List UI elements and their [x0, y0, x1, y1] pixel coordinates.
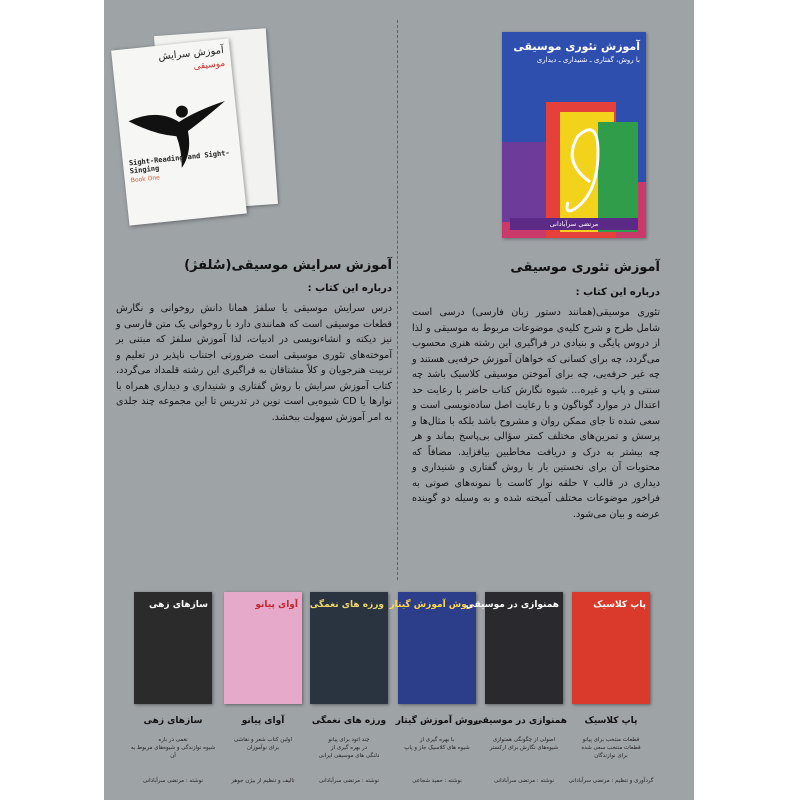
book-cover-title: روش آموزش گیتار: [389, 600, 472, 610]
book-cover[interactable]: [310, 592, 388, 704]
book-description: قطعات منتخب برای پیانو قطعات منتخب سعی شده برای نوازندگان: [581, 737, 641, 759]
book-cover-title: سازهای زهی: [149, 600, 208, 610]
book-description: با بهره گیری از شیوه های کلاسیک جاز و پاپ: [404, 737, 470, 751]
solfege-cover-en-title: Sight-Reading and Sight-Singing: [128, 148, 231, 176]
book-cover-title: پاپ کلاسیک: [593, 600, 646, 610]
book-cover[interactable]: [224, 592, 302, 704]
column-divider: [397, 20, 398, 580]
book-title[interactable]: سازهای زهی: [143, 716, 203, 726]
solfege-cover-title: آموزش سرایش: [157, 44, 225, 63]
theory-book-heading: آموزش تئوری موسیقی: [510, 260, 660, 275]
book-title[interactable]: روش آموزش گیتار: [395, 716, 479, 726]
solfege-description: درس سرایش موسیقی یا سلفژ همانا دانش روخوانی و نگارش قطعات موسیقی است که همانندی دارد با روخوانی یک متن فارسی و نیز دیکته و انشاء‌نویسی در ادبیات، لذا آموزش سلفژ که مبتنی بر آموخته‌های تئوری موسیقی است ضرورتی اجتناب ناپذیر در تعلیم و تربیت هنرجویان و کلاً مشتاقان به فراگیری این رشته قلمداد می‌گردد، کتاب آموزش سرایش با روش گفتاری و شنیداری و دیداری همراه با نوارها یا CD شیوه‌یی است نوین در تدریس تا این مجموعه چند جلدی به امر آموزش سهولت ببخشد.: [116, 303, 392, 423]
theory-cover-subtitle: با روش، گفتاری ـ شنیداری ـ دیداری: [536, 56, 640, 64]
theory-cover-author: مرتضی سرآبادانی: [549, 220, 599, 228]
book-title[interactable]: ورزه های نغمگی: [311, 716, 387, 726]
book-cover[interactable]: [572, 592, 650, 704]
book-description: چند اتود برای پیانو در بهره گیری از دلنگی های موسیقی ایرانی: [318, 737, 380, 759]
solfege-cover-subtitle: موسیقی: [192, 58, 226, 73]
book-cover[interactable]: [465, 592, 563, 704]
book-description: نغمی در باره شیوه نوازندگی و شیوه‌های مربوط به آن: [130, 737, 216, 759]
book-title[interactable]: آوای پیانو: [241, 716, 285, 726]
book-author: نوشته : حمید شجاعی: [412, 778, 462, 784]
solfege-book-mockup: [120, 26, 280, 221]
book-title[interactable]: همنوازی در موسیقی: [473, 716, 567, 726]
theory-description: تئوری موسیقی(همانند دستور زبان فارسی) درسی است شامل طرح و شرح کلیه‌ی موضوعات مربوط به موسیقی و لذا از دروس پایگی و بنیادی در فراگیری این رشته هنری محسوب می‌گردد، چه برای کسانی که خواهان آموزش حرفه‌یی هستند و چه غیر حرفه‌یی، چه برای آموختن موسیقی کلاسیک باشد چه سنتی و پاپ و غیره... شیوه نگارش کتاب حاضر با رعایت حد اعتدال در موارد گوناگون و با رعایت اصل ساده‌نویسی است و سعی شده تا جای ممکن روان و مشروح باشد بلکه با مثال‌ها و پرسش و تمرین‌های مختلف کمتر سؤالی بی‌پاسخ بماند و هر چه بیشتر به درک و دریافت مخاطبین بیافزاید. مضافاً که محتویات آن برای نخستین بار با روش گفتاری و شنیداری و دیداری در قالب ۷ حلقه نوار کاست با نمونه‌های صوتی به فراخور موضوعات مختلف آمیخته شده و به وسیله دو گوینده عرضه و بیان می‌شود.: [412, 307, 660, 520]
theory-about-label: درباره این کتاب :: [575, 287, 660, 298]
solfege-book-front-cover: [111, 38, 247, 225]
theory-cover-title: آموزش تئوری موسیقی: [513, 40, 640, 53]
book-author: گردآوری و تنظیم : مرتضی سرآبادانی: [568, 778, 654, 784]
book-author: نوشته : مرتضی سرآبادانی: [318, 778, 380, 784]
book-cover-title: ورزه های نغمگی: [309, 600, 384, 610]
theory-book-cover: [502, 32, 646, 238]
book-description: اولین کتاب شعر و نقاشی برای نوآموزان: [234, 737, 292, 751]
solfege-cover-en-book: Book One: [130, 174, 161, 185]
book-cover[interactable]: [134, 592, 212, 704]
solfege-about-label: درباره این کتاب :: [307, 283, 392, 294]
solfege-book-heading: آموزش سرایش موسیقی(سُلفژ): [184, 258, 392, 273]
book-title[interactable]: پاپ کلاسیک: [584, 716, 638, 726]
book-author: نوشته : مرتضی سرآبادانی: [493, 778, 555, 784]
book-description: اصولی از چگونگی همنوازی شیوه‌های نگارش برای ارکستر: [489, 737, 559, 751]
book-cover-title: همنوازی در موسیقی: [465, 600, 559, 610]
book-cover[interactable]: [389, 592, 476, 704]
book-cover-title: آوای پیانو: [255, 600, 298, 610]
book-author: نوشته : مرتضی سرآبادانی: [142, 778, 204, 784]
book-author: تالیف و تنظیم از بیژن جوهر: [231, 778, 295, 784]
